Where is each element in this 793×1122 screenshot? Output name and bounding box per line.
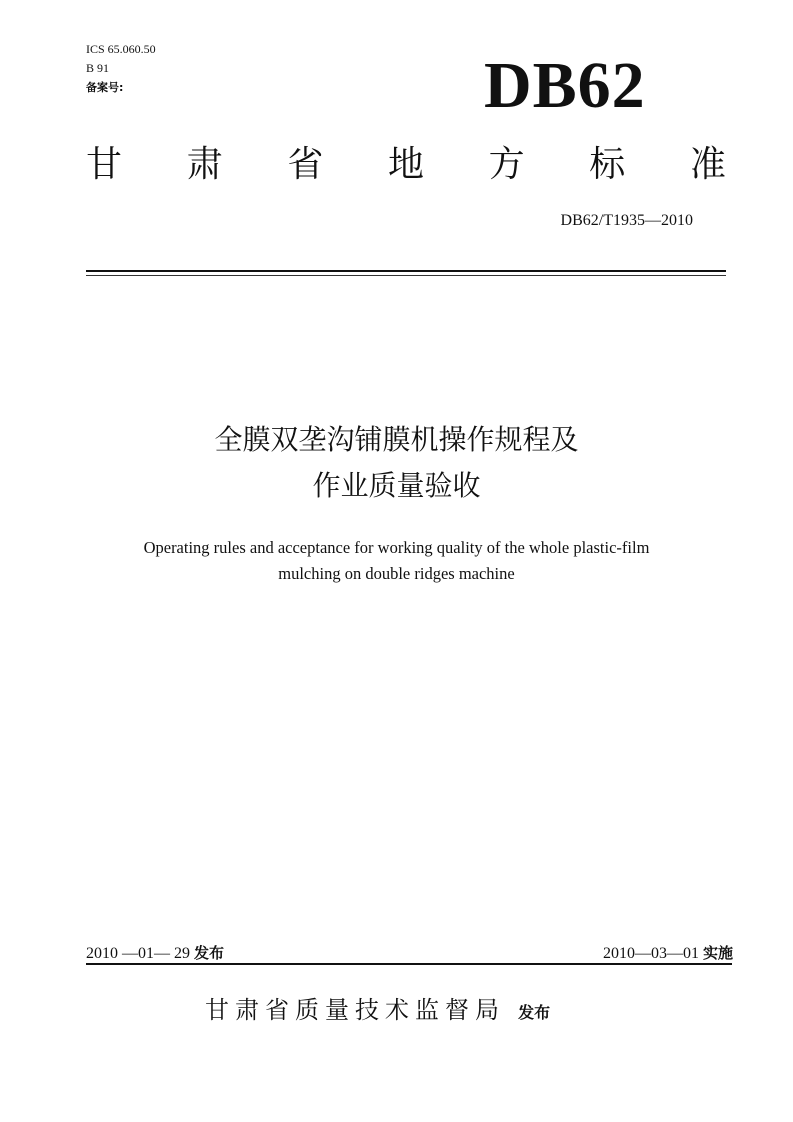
title-en-line2: mulching on double ridges machine [278,564,515,583]
org-char: 甘 [86,144,123,185]
record-number-label: 备案号: [86,81,124,94]
organization-title [86,140,726,190]
issue-date-value: 2010 —01— 29 [86,945,190,962]
standard-code: DB62 [484,49,646,122]
ccs-code: B 91 [86,61,110,75]
issue-date-label: 发布 [194,944,225,962]
issue-date [86,942,224,963]
ics-code: ICS 65.060.50 [86,42,156,56]
implement-date [603,942,733,963]
org-char: 方 [488,144,525,185]
title-cn-line2: 作业质量验收 [312,469,481,502]
implement-date-value: 2010—03—01 [602,945,699,962]
header-divider-thin [86,275,726,276]
org-char: 标 [589,144,626,185]
footer-divider [86,963,732,965]
org-char: 省 [287,144,324,185]
org-char: 地 [387,144,424,185]
header-divider [86,270,726,272]
implement-date-label: 实施 [702,944,733,962]
issuer-action: 发布 [518,1003,551,1022]
issuer-name: 甘肃省质量技术监督局 [205,996,505,1024]
document-number: DB62/T1935—2010 [560,212,693,229]
title-en-line1: Operating rules and acceptance for working quality of the whole plastic-film [143,538,650,557]
title-cn-line1: 全膜双垄沟铺膜机操作规程及 [214,423,579,456]
org-char: 准 [689,144,726,185]
classification-block [86,40,156,97]
issuer [205,990,550,1025]
org-char: 肃 [186,144,223,185]
